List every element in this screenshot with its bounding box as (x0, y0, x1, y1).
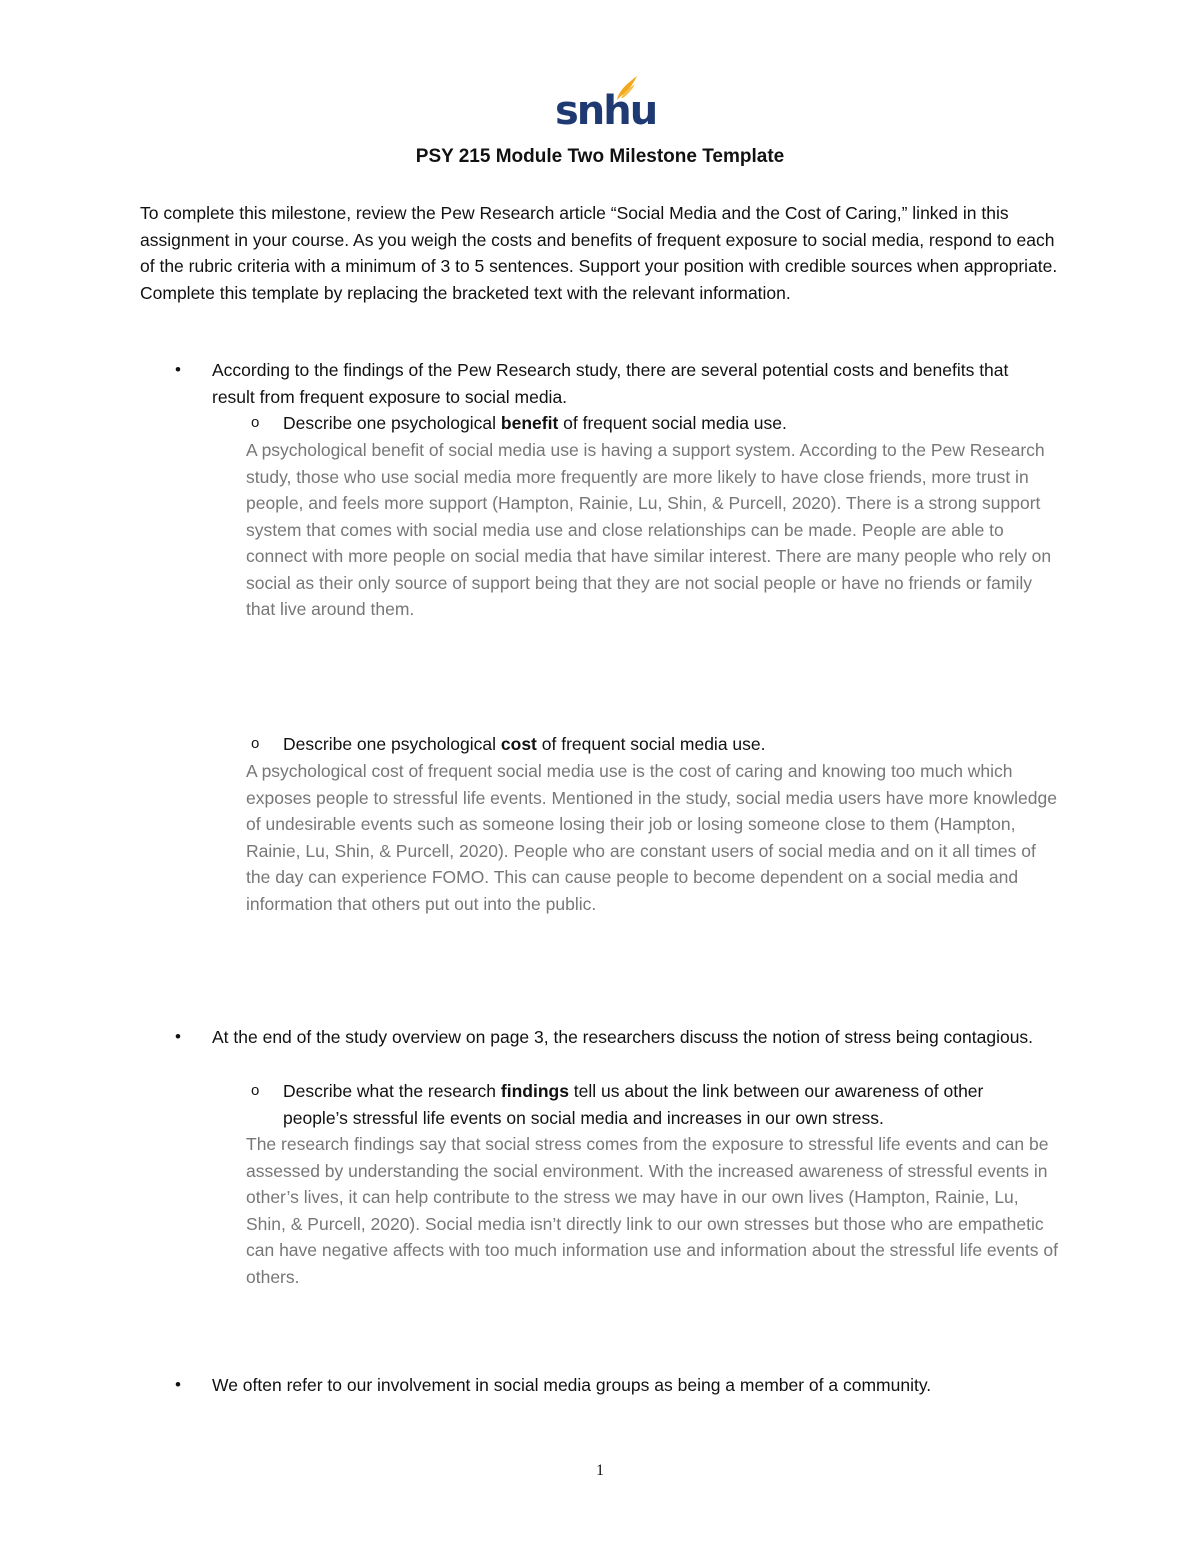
prompt-text: Describe what the research (283, 1081, 501, 1101)
bullet-glyph: • (175, 1027, 181, 1046)
snhu-logo (555, 74, 657, 134)
prompt-emphasis: cost (500, 734, 537, 754)
page-title: PSY 215 Module Two Milestone Template (415, 146, 785, 167)
answer-text: The research findings say that social stress comes from the exposure to stressful life events and can be assessed by understanding the social environment. With the increased awareness of stressful events in other’s lives, it can help contribute to the stress we may have in our own lives (Hampton, Rainie, Lu, Shin, & Purcell, 2020). Social media isn’t directly link to our own stresses but those who are empathetic can have negative affects with too much information use and information about the stressful life events of others. (246, 1134, 1058, 1287)
bullet-text: At the end of the study overview on page 3, the researchers discuss the notion of stress being contagious. (212, 1027, 1034, 1047)
intro-paragraph: To complete this milestone, review the Pew Research article “Social Media and the Cost of Caring,” linked in this assignment in your course. As you weigh the costs and benefits of frequent exposure to social media, respond to each of the rubric criteria with a minimum of 3 to 5 sentences. Support your position with credible sources when appropriate. Complete this template by replacing the bracketed text with the relevant information. (140, 203, 1058, 303)
bullet-glyph: • (175, 360, 181, 379)
prompt-emphasis: findings (500, 1081, 569, 1101)
sub-prompt (283, 731, 1053, 758)
logo-wordmark: snhu (555, 88, 657, 134)
bullet-text: According to the findings of the Pew Research study, there are several potential costs and benefits that result from frequent exposure to social media. (212, 360, 1009, 407)
bullet-text: We often refer to our involvement in social media groups as being a member of a community. (212, 1375, 932, 1395)
sub-marker: o (251, 735, 260, 752)
prompt-text: of frequent social media use. (536, 734, 766, 754)
bullet-glyph: • (175, 1375, 181, 1394)
sub-prompt (283, 1078, 1053, 1131)
prompt-emphasis: benefit (500, 413, 559, 433)
answer-text: A psychological cost of frequent social media use is the cost of caring and knowing too much which exposes people to stressful life events. Mentioned in the study, social media users have more knowledge of undesirable events such as someone losing their job or losing someone close to them (Hampton, Rainie, Lu, Shin, & Purcell, 2020). People who are constant users of social media and on it all times of the day can experience FOMO. This can cause people to become dependent on a social media and information that others put out into the public. (246, 761, 1057, 914)
page-number: 1 (596, 1462, 604, 1479)
sub-marker: o (251, 414, 260, 431)
prompt-text: of frequent social media use. (558, 413, 787, 433)
sub-prompt (283, 410, 1053, 437)
prompt-text: Describe one psychological (283, 734, 501, 754)
prompt-text: Describe one psychological (283, 413, 501, 433)
answer-text: A psychological benefit of social media use is having a support system. According to the Pew Research study, those who use social media more frequently are more likely to have close friends, more trust in people, and feels more support (Hampton, Rainie, Lu, Shin, & Purcell, 2020). There is a strong support system that comes with social media use and close relationships can be made. People are able to connect with more people on social media that have similar interest. There are many people who rely on social as their only source of support being that they are not social people or have no friends or family that live around them. (246, 440, 1052, 619)
prompt-text: tell us about the link between our awareness of other people’s stressful life events on social media and increases in our own stress. (283, 1081, 984, 1128)
sub-marker: o (251, 1082, 260, 1099)
